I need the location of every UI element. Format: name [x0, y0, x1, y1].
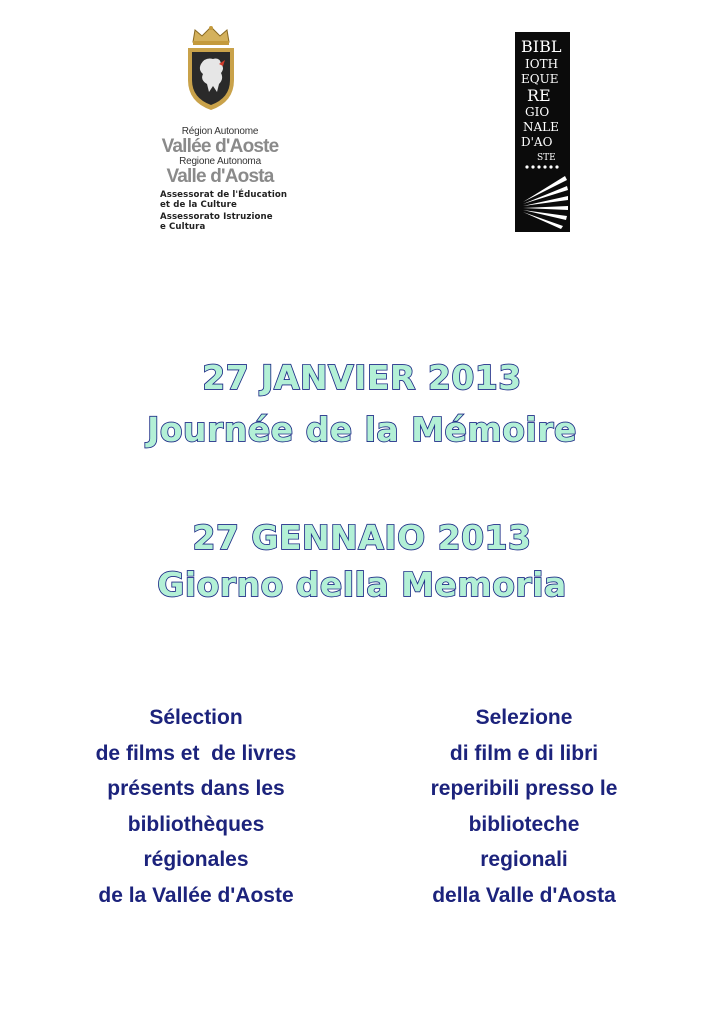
column-italian	[359, 700, 689, 913]
library-line-4: RE	[527, 86, 551, 105]
library-line-1: BIBL	[521, 38, 562, 56]
department-fr-line1: Assessorat de l'Éducation	[160, 190, 288, 200]
it-line-5: regionali	[480, 848, 568, 871]
library-line-7: D'AO	[521, 135, 553, 149]
library-logo-text	[519, 38, 569, 178]
library-logo	[515, 32, 570, 232]
headline-title-it: Giorno della Memoria	[157, 565, 567, 604]
headline-date-fr: 27 JANVIER 2013	[202, 358, 522, 397]
lion-crest-icon	[183, 24, 239, 112]
region-name-it-small: Regione Autonoma	[179, 156, 261, 167]
headline-title-fr: Journée de la Mémoire	[147, 410, 577, 449]
headline-date-it: 27 GENNAIO 2013	[192, 518, 532, 557]
fr-line-3: présents dans les	[107, 777, 285, 800]
department-it-line1: Assessorato Istruzione	[160, 212, 273, 222]
column-french	[31, 700, 361, 913]
it-line-4: biblioteche	[468, 812, 580, 836]
library-line-2: IOTH	[525, 57, 559, 71]
library-line-8: STE	[537, 153, 556, 163]
department-block	[160, 190, 295, 232]
fr-line-6: de la Vallée d'Aoste	[98, 883, 294, 907]
department-it-line2: e Cultura	[160, 222, 206, 232]
fr-line-4: bibliothèques	[127, 812, 265, 836]
region-name-fr: Vallée d'Aoste	[161, 136, 279, 157]
library-rays-icon	[515, 162, 570, 232]
fr-line-5: régionales	[143, 848, 249, 871]
library-line-5: GIO	[525, 105, 550, 119]
region-name-it: Valle d'Aosta	[166, 166, 274, 187]
it-line-1: Selezione	[475, 706, 573, 729]
region-logo	[150, 22, 290, 237]
library-line-6: NALE	[523, 120, 559, 134]
fr-line-1: Sélection	[149, 706, 243, 729]
library-line-3: EQUE	[521, 72, 559, 86]
it-line-3: reperibili presso le	[430, 777, 618, 800]
it-line-6: della Valle d'Aosta	[432, 883, 616, 907]
region-name-fr-small: Région Autonome	[181, 126, 259, 137]
fr-line-2: de films et de livres	[95, 741, 297, 765]
department-fr-line2: et de la Culture	[160, 200, 237, 210]
it-line-2: di film e di libri	[449, 741, 599, 765]
